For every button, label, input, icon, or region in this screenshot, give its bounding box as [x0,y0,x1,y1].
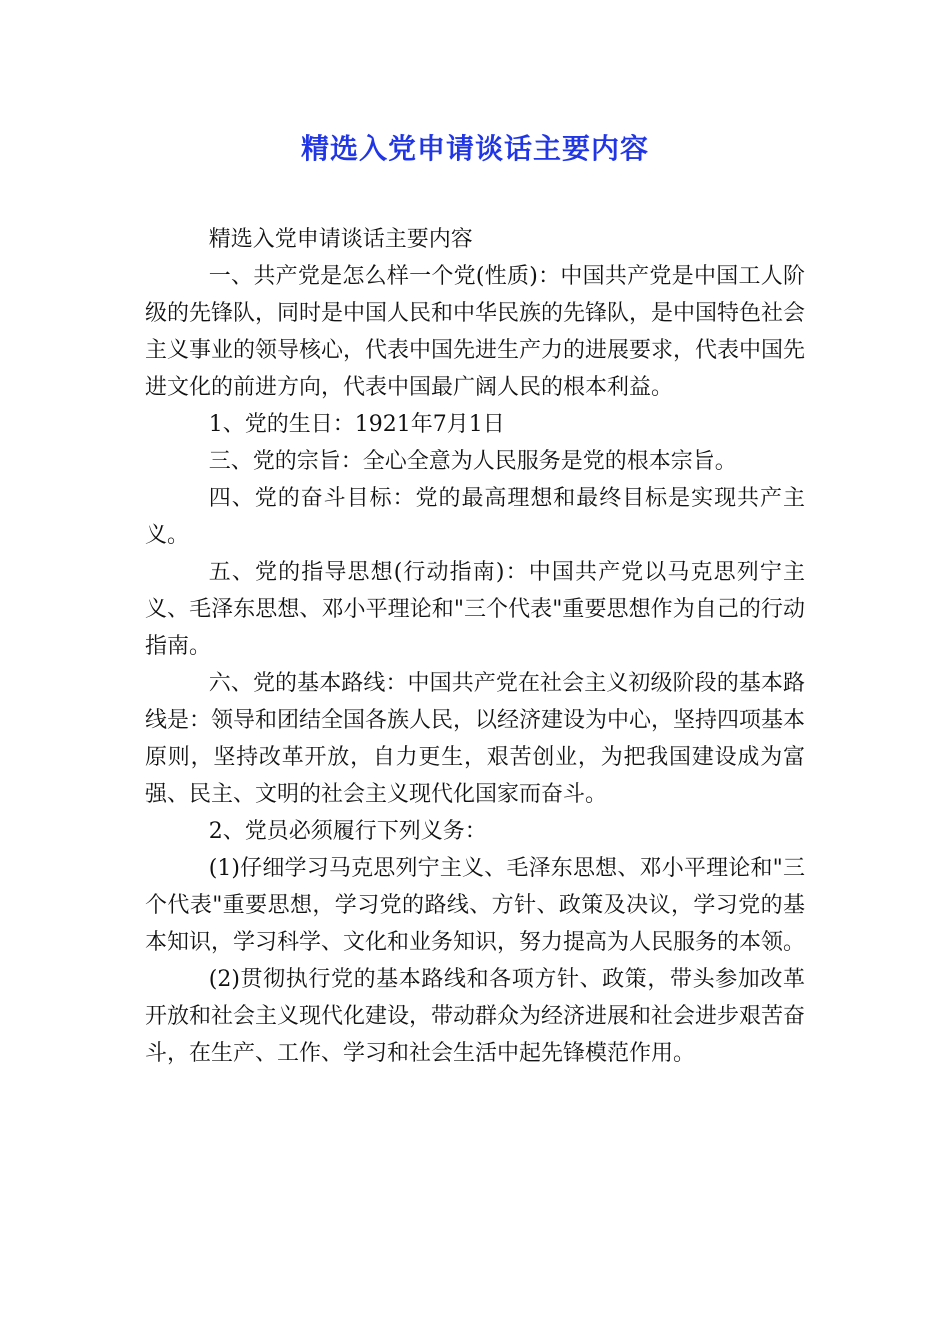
paragraph-party-goal: 四、党的奋斗目标：党的最高理想和最终目标是实现共产主义。 [145,486,805,548]
paragraph-duty-2: (2)贯彻执行党的基本路线和各项方针、政策，带头参加改革开放和社会主义现代化建设，带动群众为经济进展和社会进步艰苦奋斗，在生产、工作、学习和社会生活中起先锋模范作用。 [145,967,806,1066]
paragraph-party-birthday: 1、党的生日：1921年7月1日 [208,412,505,437]
document-body [145,221,805,1072]
paragraph-party-purpose: 三、党的宗旨：全心全意为人民服务是党的根本宗旨。 [208,449,737,474]
paragraph-member-duties: 2、党员必须履行下列义务： [208,819,487,844]
paragraph-duty-1: (1)仔细学习马克思列宁主义、毛泽东思想、邓小平理论和"三个代表"重要思想，学习党的路线、方针、政策及决议，学习党的基本知识，学习科学、文化和业务知识，努力提高为人民服务的本领。 [145,856,806,955]
document-title: 精选入党申请谈话主要内容 [300,132,649,165]
paragraph-guiding-thought: 五、党的指导思想(行动指南)：中国共产党以马克思列宁主义、毛泽东思想、邓小平理论和"三个代表"重要思想作为自己的行动指南。 [145,560,805,659]
paragraph-basic-line: 六、党的基本路线：中国共产党在社会主义初级阶段的基本路线是：领导和团结全国各族人民，以经济建设为中心，坚持四项基本原则，坚持改革开放，自力更生，艰苦创业，为把我国建设成为富强、民主、文明的社会主义现代化国家而奋斗。 [145,671,806,807]
paragraph-heading: 精选入党申请谈话主要内容 [208,227,473,252]
paragraph-party-nature: 一、共产党是怎么样一个党(性质)：中国共产党是中国工人阶级的先锋队，同时是中国人民和中华民族的先锋队，是中国特色社会主义事业的领导核心，代表中国先进生产力的进展要求，代表中国先进文化的前进方向，代表中国最广阔人民的根本利益。 [145,264,806,400]
